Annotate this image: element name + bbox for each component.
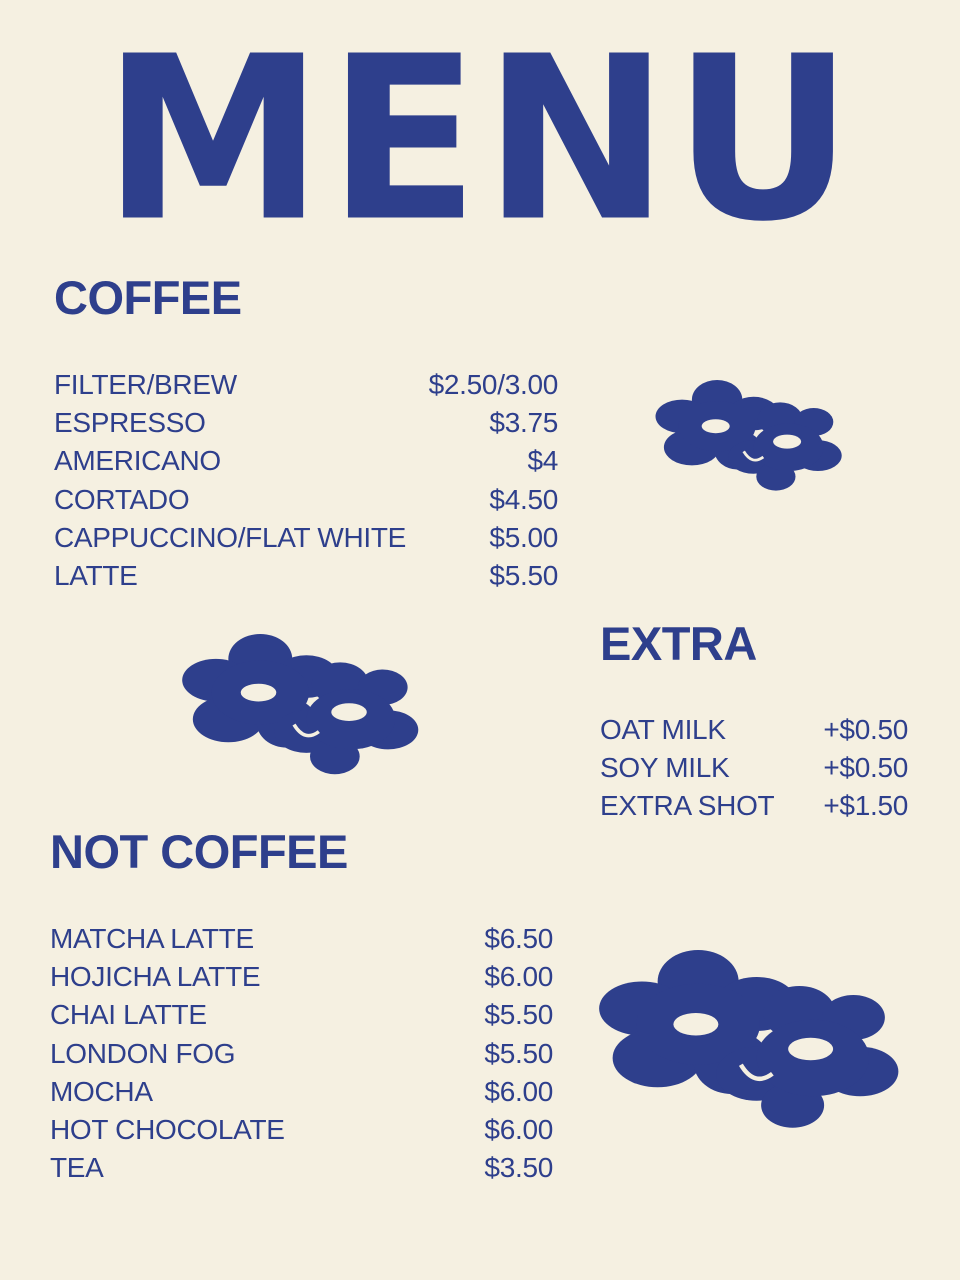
list-item <box>50 1111 553 1149</box>
item-price: $4 <box>527 445 558 477</box>
extra-heading: EXTRA <box>600 617 757 670</box>
flower-icon <box>582 950 920 1130</box>
list-item <box>50 958 553 996</box>
item-name: ESPRESSO <box>54 407 206 439</box>
item-price: $3.75 <box>489 407 558 439</box>
item-name: LONDON FOG <box>50 1037 236 1069</box>
item-name: CAPPUCCINO/FLAT WHITE <box>54 521 407 553</box>
item-name: TEA <box>50 1152 104 1184</box>
item-price: $4.50 <box>489 483 558 515</box>
item-price: +$0.50 <box>823 752 908 784</box>
list-item <box>600 711 908 749</box>
list-item <box>50 920 553 958</box>
item-price: $2.50/3.00 <box>428 369 558 400</box>
item-name: HOT CHOCOLATE <box>50 1114 285 1146</box>
item-price: $6.00 <box>484 961 553 993</box>
item-price: $5.50 <box>484 999 553 1031</box>
coffee-heading: COFFEE <box>54 271 242 324</box>
list-item <box>50 1035 553 1073</box>
list-item <box>54 366 558 404</box>
item-name: EXTRA SHOT <box>600 790 775 822</box>
list-item <box>54 481 558 519</box>
item-price: +$0.50 <box>823 714 908 745</box>
item-name: HOJICHA LATTE <box>50 961 261 993</box>
item-price: $5.50 <box>489 560 558 592</box>
extra-list <box>600 711 908 826</box>
list-item <box>54 557 558 595</box>
item-name: MOCHA <box>50 1075 153 1107</box>
item-price: +$1.50 <box>823 790 908 822</box>
list-item <box>600 787 908 825</box>
flower-icon <box>644 380 856 492</box>
item-price: $5.00 <box>489 521 558 553</box>
item-price: $6.00 <box>484 1114 553 1146</box>
item-name: SOY MILK <box>600 752 730 784</box>
item-name: LATTE <box>54 560 138 592</box>
list-item <box>54 519 558 557</box>
item-price: $3.50 <box>484 1152 553 1184</box>
item-price: $6.00 <box>484 1075 553 1107</box>
not-coffee-heading: NOT COFFEE <box>50 825 348 878</box>
list-item <box>600 749 908 787</box>
flower-icon <box>164 634 440 776</box>
item-name: OAT MILK <box>600 714 726 745</box>
item-price: $5.50 <box>484 1037 553 1069</box>
item-name: FILTER/BREW <box>54 369 237 400</box>
item-name: CORTADO <box>54 483 190 515</box>
menu-title: MENU <box>102 8 858 272</box>
list-item <box>50 1073 553 1111</box>
list-item <box>50 1149 553 1187</box>
not-coffee-list <box>50 920 553 1187</box>
list-item <box>50 996 553 1034</box>
item-name: MATCHA LATTE <box>50 923 254 954</box>
list-item <box>54 404 558 442</box>
list-item <box>54 442 558 480</box>
item-name: AMERICANO <box>54 445 221 477</box>
item-name: CHAI LATTE <box>50 999 207 1031</box>
coffee-list <box>54 366 558 595</box>
item-price: $6.50 <box>484 923 553 954</box>
